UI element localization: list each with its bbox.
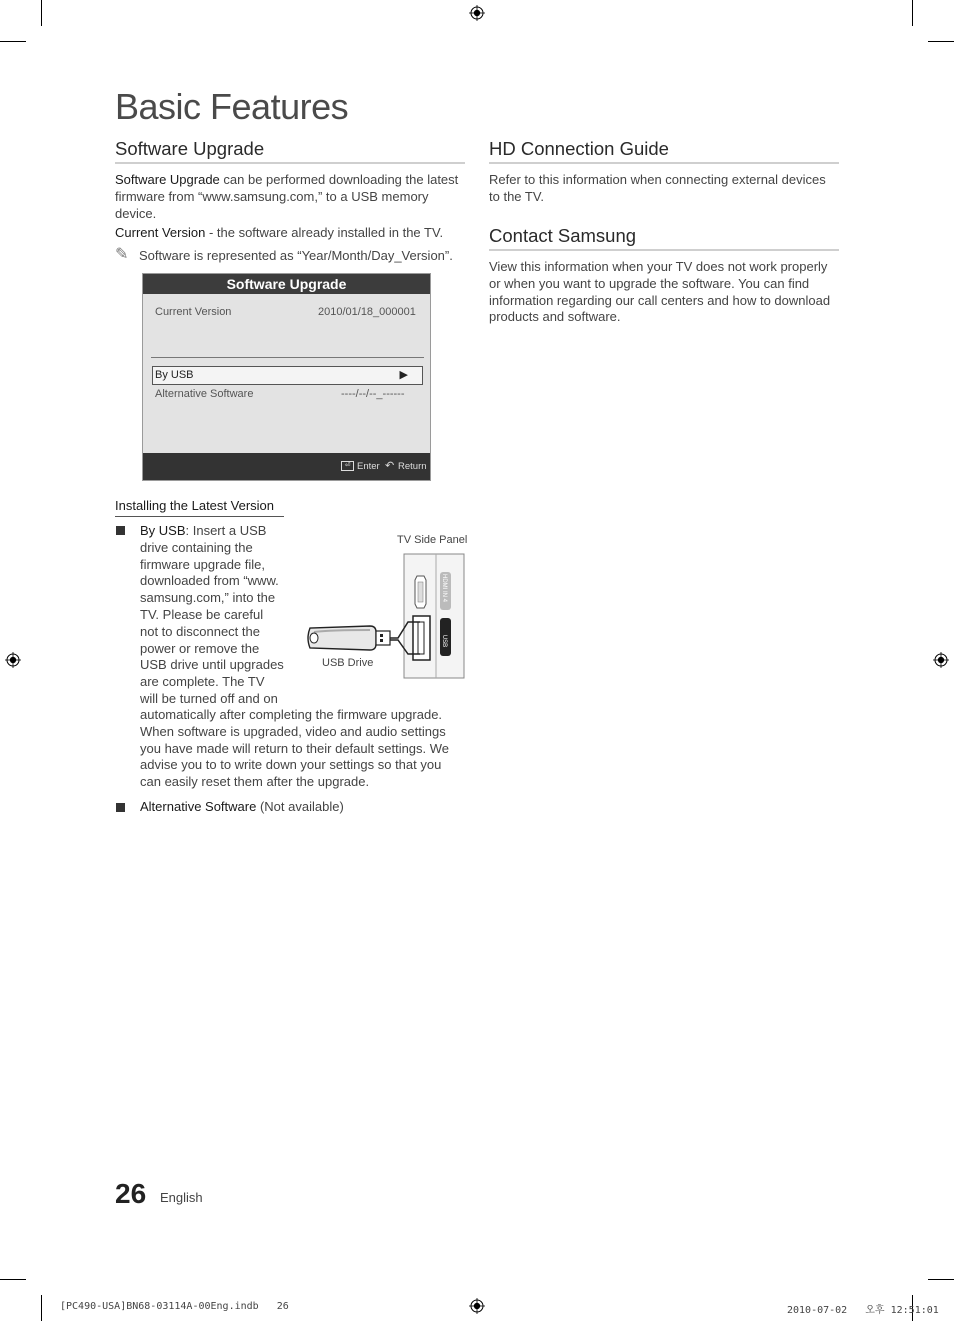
software-upgrade-term: Software Upgrade xyxy=(115,172,220,187)
by-usb-line: will be turned off and on xyxy=(140,690,278,706)
return-label[interactable]: Return xyxy=(398,461,427,472)
crop-mark xyxy=(41,1295,42,1321)
by-usb-line: samsung.com,” into the xyxy=(140,590,276,606)
by-usb-line: power or remove the xyxy=(140,640,260,656)
bullet-icon xyxy=(116,526,125,535)
alternative-software-item[interactable]: Alternative Software xyxy=(155,388,254,400)
crop-mark xyxy=(0,41,26,42)
alternative-software-term: Alternative Software xyxy=(140,799,257,814)
version-note xyxy=(115,248,465,265)
current-version-label: Current Version xyxy=(155,306,232,318)
by-usb-paragraph xyxy=(140,523,290,708)
by-usb-line: TV. Please be careful xyxy=(140,606,264,622)
alternative-software-value: ----/--/--_------ xyxy=(341,388,405,400)
software-upgrade-section xyxy=(115,138,465,265)
by-usb-paragraph-continued: automatically after completing the firmware upgrade. When software is upgraded, video and audio settings you have made will return to their default settings. We advise you to to write down your settings so that you can easily reset them after the upgrade. xyxy=(140,707,450,790)
by-usb-menu-item[interactable] xyxy=(152,366,423,385)
enter-icon: ⏎ xyxy=(341,461,354,471)
contact-samsung-section xyxy=(489,225,839,329)
crop-mark xyxy=(41,0,42,26)
usb-drive-icon xyxy=(308,626,390,650)
crop-mark xyxy=(0,1279,26,1280)
print-slug-file: [PC490-USA]BN68-03114A-00Eng.indb 26 xyxy=(60,1301,289,1312)
by-usb-line: are complete. The TV xyxy=(140,674,265,690)
hd-connection-guide-text: Refer to this information when connecting external devices to the TV. xyxy=(489,172,826,204)
alternative-software-note: (Not available) xyxy=(256,799,344,814)
installing-heading: Installing the Latest Version xyxy=(115,498,284,517)
crop-mark xyxy=(928,1279,954,1280)
by-usb-label: By USB xyxy=(155,369,194,381)
software-upgrade-intro xyxy=(115,172,465,222)
hd-connection-guide-heading: HD Connection Guide xyxy=(489,138,839,164)
tv-side-panel-label: TV Side Panel xyxy=(397,534,468,546)
registration-mark-icon xyxy=(5,652,21,668)
screen-divider xyxy=(151,357,424,358)
current-version-para xyxy=(115,225,465,242)
alternative-software-paragraph xyxy=(140,799,460,816)
version-note-text: Software is represented as “Year/Month/Day_Version”. xyxy=(139,248,453,264)
by-usb-term: By USB xyxy=(140,523,186,538)
contact-samsung-text: View this information when your TV does not work properly or when you want to upgrade the software. You can find information regarding our call centers and how to download products and software. xyxy=(489,259,831,325)
registration-mark-icon xyxy=(469,1298,485,1314)
by-usb-line: drive containing the xyxy=(140,539,253,555)
by-usb-line: downloaded from “www. xyxy=(140,573,279,589)
by-usb-line: firmware upgrade file, xyxy=(140,556,265,572)
registration-mark-icon xyxy=(469,5,485,21)
arrow-right-icon: ▶ xyxy=(399,369,408,381)
crop-mark xyxy=(912,0,913,26)
by-usb-line xyxy=(140,523,290,540)
usb-drive-label: USB Drive xyxy=(322,657,374,669)
usb-port-label: USB xyxy=(441,634,447,648)
print-slug-date: 2010-07-02 오후 12:51:01 xyxy=(787,1305,939,1316)
bullet-icon xyxy=(116,803,125,812)
page-number: 26 xyxy=(115,1178,147,1209)
current-version-desc: - the software already installed in the TV. xyxy=(205,225,444,241)
pencil-note-icon: ✎ xyxy=(115,246,129,264)
hd-connection-guide-section xyxy=(489,138,839,209)
screen-footer xyxy=(143,453,430,480)
contact-samsung-heading: Contact Samsung xyxy=(489,225,839,251)
current-version-value: 2010/01/18_000001 xyxy=(318,306,416,318)
software-upgrade-heading: Software Upgrade xyxy=(115,138,465,164)
page-language: English xyxy=(160,1190,203,1205)
current-version-term: Current Version xyxy=(115,225,206,241)
registration-mark-icon xyxy=(933,652,949,668)
enter-label[interactable]: Enter xyxy=(357,461,380,472)
software-upgrade-screen xyxy=(142,273,431,481)
by-usb-line: not to disconnect the xyxy=(140,623,260,639)
by-usb-line-text: : Insert a USB xyxy=(185,523,267,538)
screen-title: Software Upgrade xyxy=(143,274,430,294)
crop-mark xyxy=(928,41,954,42)
software-upgrade-desc: can be performed downloading the latest firmware from “www.samsung.com,” to a USB memory device. xyxy=(115,172,459,221)
by-usb-line: USB drive until upgrades xyxy=(140,657,284,673)
return-icon: ↶ xyxy=(385,460,395,472)
hdmi-port-label: HDMI IN 4 xyxy=(441,573,447,602)
page-title: Basic Features xyxy=(115,86,349,127)
